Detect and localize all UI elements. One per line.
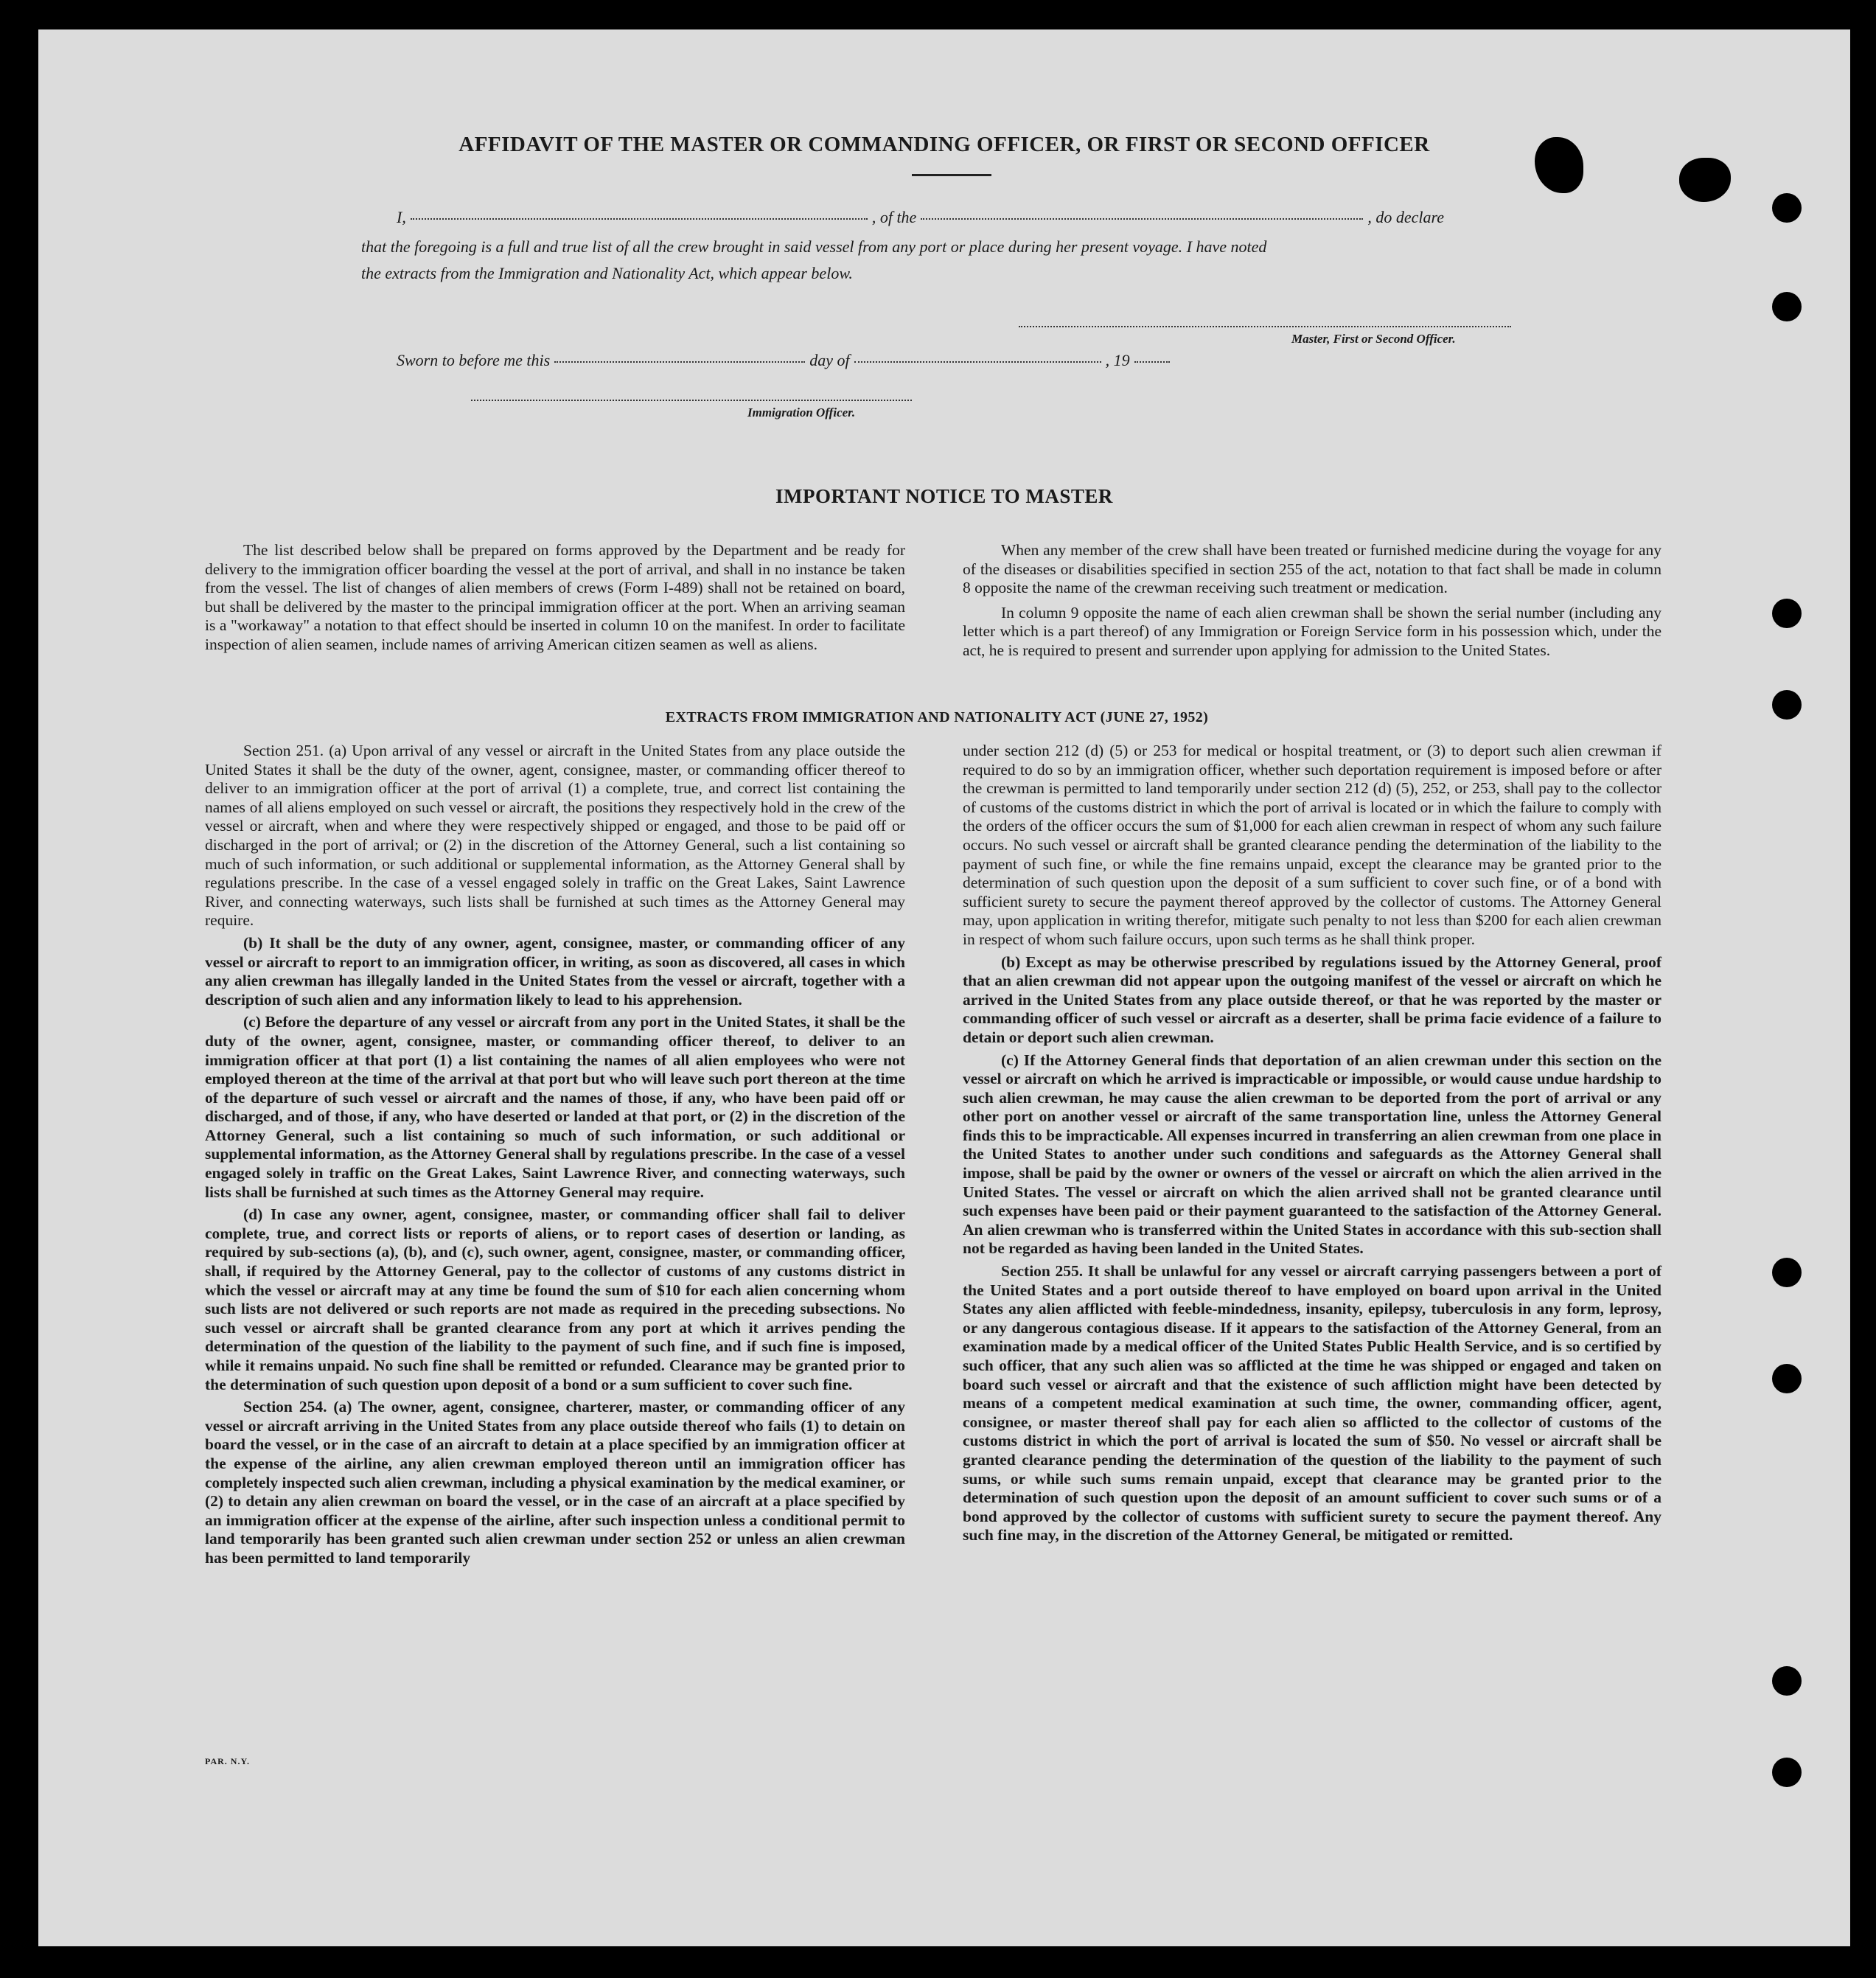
sworn-line: Sworn to before me this day of , 19	[397, 351, 1174, 370]
ink-blot-1	[1535, 137, 1583, 193]
section-251a: Section 251. (a) Upon arrival of any vessel or aircraft in the United States from any place outside the United States it shall be the duty of the owner, agent, consignee, master, or commanding officer thereof to deliver to an immigration officer at the port of arrival (1) a complete, true, and correct list containing the names of all aliens employed on such vessel or aircraft, the positions they respectively hold in the crew of the vessel or aircraft, when and where they were respectively shipped or engaged, and those to be paid off or discharged in the port of arrival; or (2) in the discretion of the Attorney General, such a list containing so much of such information, or such additional or supplemental information, as the Attorney General shall by regulations prescribe. In the case of a vessel engaged solely in traffic on the Great Lakes, Saint Lawrence River, and connecting waterways, such lists shall be furnished at such times as the Attorney General may require.	[205, 742, 905, 930]
section-254c: (c) If the Attorney General finds that deportation of an alien crewman under this section on the vessel or aircraft on which he arrived is impracticable or impossible, or would cause undue hardship to such alien crewman, he may cause the alien crewman to be deported from the port of arrival or any other port on another vessel or aircraft of the same transportation line, unless the Attorney General finds this to be impracticable. All expenses incurred in transferring an alien crewman from one place in the United States to another under such conditions and safeguards as the Attorney General shall impose, shall be paid by the owner or owners of the vessel or aircraft on which the alien arrived in the United States. The vessel or aircraft on which the alien arrived shall not be granted clearance until such expenses have been paid or their payment guaranteed to the satisfaction of the Attorney General. An alien crewman who is transferred within the United States in accordance with this sub-section shall not be regarded as having been landed in the United States.	[963, 1051, 1661, 1258]
punch-hole	[1772, 1364, 1802, 1393]
sworn-month-blank[interactable]	[854, 361, 1101, 363]
sworn-day-blank[interactable]	[554, 361, 805, 363]
declaration-line-2: that the foregoing is a full and true list of all the crew brought in said vessel from any port or place during her present voyage. I have noted	[361, 237, 1267, 256]
officer-signature-label: Immigration Officer.	[747, 405, 856, 419]
punch-hole	[1772, 193, 1802, 223]
printer-imprint: PAR. N.Y.	[205, 1756, 251, 1766]
title-rule	[912, 174, 991, 176]
extracts-right-column	[963, 742, 1661, 1549]
notice-left-column: The list described below shall be prepared on forms approved by the Department and be ready for delivery to the immigration officer boarding the vessel at the port of arrival, and shall in no instance be taken from the vessel. The list of changes of alien members of crews (Form I-489) shall not be retained on board, but shall be delivered by the master to the principal immigration officer at the port. When an arriving seaman is a "workaway" a notation to that effect should be inserted in column 10 on the manifest. In order to facilitate inspection of alien seamen, include names of arriving American citizen seamen as well as aliens.	[205, 541, 905, 653]
declaration-line-1: I, , of the , do declare	[397, 208, 1444, 226]
notice-right-column: When any member of the crew shall have been treated or furnished medicine during the voyage for any of the diseases or disabilities specified in section 255 of the act, notation to that fact shall be made in column 8 opposite the name of the crewman receiving such treatment or medication. In column 9 opposite the name of each alien crewman shall be shown the serial number (including any letter which is a part thereof) of any Immigration or Foreign Service form in his possession which, under the act, he is required to present and surrender upon applying for admission to the United States.	[963, 541, 1661, 659]
punch-hole	[1772, 599, 1802, 628]
section-251b: (b) It shall be the duty of any owner, agent, consignee, master, or commanding officer of any vessel or aircraft to report to an immigration officer, in writing, as soon as discovered, all cases in which any alien crewman has illegally landed in the United States from the vessel or aircraft, together with a description of such alien and any information likely to lead to his apprehension.	[205, 933, 905, 1009]
section-255: Section 255. It shall be unlawful for any vessel or aircraft carrying passengers between a port of the United States and a port outside thereof to have employed on board upon arrival in the United States any alien afflicted with feeble-mindedness, insanity, epilepsy, tuberculosis in any form, leprosy, or any dangerous contagious disease. If it appears to the satisfaction of the Attorney General, from an examination made by a medical officer of the United States Public Health Service, and is so certified by such officer, that any such alien was so afflicted at the time he was shipped or engaged and taken on board such vessel or aircraft and that the existence of such affliction might have been detected by means of a competent medical examination at such time, the owner, commanding officer, agent, consignee, or master thereof shall pay for each alien so afflicted to the collector of customs of the customs district in which the port of arrival is located the sum of $50. No vessel or aircraft shall be granted clearance pending the determination of the question of the liability to the payment of such sums, or while such sums remain unpaid, except that clearance may be granted prior to the determination of such question upon the deposit of an amount sufficient to cover such sums or of a bond approved by the collector of customs with sufficient surety to secure the payment thereof. Any such fine may, in the discretion of the Attorney General, be mitigated or remitted.	[963, 1262, 1661, 1545]
section-254a: Section 254. (a) The owner, agent, consignee, charterer, master, or commanding officer of any vessel or aircraft arriving in the United States from any place outside thereof who fails (1) to detain on board the vessel, or in the case of an aircraft to detain at a place specified by an immigration officer at the expense of the airline, any alien crewman employed thereon until an immigration officer has completely inspected such alien crewman, including a physical examination by the medical examiner, or (2) to detain any alien crewman on board the vessel, or in the case of an aircraft at a place specified by an immigration officer at the expense of the airline, after such inspection unless a conditional permit to land temporarily has been granted such alien crewman under section 252 or unless an alien crewman has been permitted to land temporarily	[205, 1398, 905, 1567]
section-254a-cont: under section 212 (d) (5) or 253 for medical or hospital treatment, or (3) to deport such alien crewman if required to do so by an immigration officer, whether such deportation requirement is imposed before or after the crewman is permitted to land temporarily under section 212 (d) (5), 252, or 253, shall pay to the collector of customs of the customs district in which the port of arrival is located or in which the failure to comply with the orders of the officer occurs the sum of $1,000 for each alien crewman in respect of whom any such failure occurs. No such vessel or aircraft shall be granted clearance pending the determination of the liability to the payment of such fine, or while the fine remains unpaid, except the clearance may be granted prior to the determination of such question upon the deposit of a sum sufficient to cover such fine, or of a bond with sufficient surety to secure the payment thereof approved by the collector of customs. The Attorney General may, upon application in writing therefor, mitigate such penalty to not less than $200 for each alien crewman in respect of whom such failure occurs, upon such terms as he shall think proper.	[963, 742, 1661, 948]
document-page	[38, 29, 1850, 1946]
sworn-year-blank[interactable]	[1134, 361, 1170, 363]
master-signature-label: Master, First or Second Officer.	[1291, 332, 1456, 346]
master-signature-line[interactable]	[1019, 326, 1511, 327]
section-251d: (d) In case any owner, agent, consignee, master, or commanding officer shall fail to deliver complete, true, and correct lists or reports of aliens, or to report cases of desertion or landing, as required by sub-sections (a), (b), and (c), such owner, agent, consignee, master, or commanding officer, shall, if required by the Attorney General, pay to the collector of customs of any customs district in which the vessel or aircraft may at any time be found the sum of $10 for each alien concerning whom such lists are not delivered or such reports are not made as required in the preceding subsections. No such vessel or aircraft shall be granted clearance from any port at which it arrives pending the determination of the question of the liability to the payment of such fine, and if such fine is imposed, while it remains unpaid. No such fine shall be remitted or refunded. Clearance may be granted prior to the determination of such question upon deposit of a bond or a sum sufficient to cover such fine.	[205, 1205, 905, 1393]
vessel-blank[interactable]	[921, 218, 1363, 220]
extracts-left-column	[205, 742, 905, 1572]
punch-hole	[1772, 1258, 1802, 1287]
affidavit-title: AFFIDAVIT OF THE MASTER OR COMMANDING OFFICER, OR FIRST OR SECOND OFFICER	[458, 133, 1430, 156]
punch-hole	[1772, 292, 1802, 321]
section-251c: (c) Before the departure of any vessel or aircraft from any port in the United States, it shall be the duty of the owner, agent, consignee, master, or commanding officer thereof, to deliver to an immigration officer at that port (1) a list containing the names of all alien employees who were not employed thereon at the time of the arrival at that port but who will leave such port thereon at the time of the departure of such vessel or aircraft and the names of those, if any, who have been paid off or discharged, and of those, if any, who have deserted or landed at that port, or (2) in the discretion of the Attorney General, such a list containing so much of such information, or such additional or supplemental information, as the Attorney General shall by regulations prescribe. In the case of a vessel engaged solely in traffic on the Great Lakes, Saint Lawrence River, and connecting waterways, such lists shall be furnished at such times as the Attorney General may require.	[205, 1013, 905, 1201]
punch-hole	[1772, 1666, 1802, 1696]
extracts-title: EXTRACTS FROM IMMIGRATION AND NATIONALITY ACT (JUNE 27, 1952)	[665, 709, 1209, 725]
section-254b: (b) Except as may be otherwise prescribed by regulations issued by the Attorney General, proof that an alien crewman did not appear upon the outgoing manifest of the vessel or aircraft on which he arrived in the United States from any place outside thereof, or that he was reported by the master or commanding officer of such vessel or aircraft as a deserter, shall be prima facie evidence of a failure to detain or deport such alien crewman.	[963, 953, 1661, 1046]
officer-signature-line[interactable]	[471, 400, 912, 401]
name-blank[interactable]	[411, 218, 868, 220]
punch-hole	[1772, 1758, 1802, 1787]
notice-title: IMPORTANT NOTICE TO MASTER	[775, 485, 1113, 507]
punch-hole	[1772, 690, 1802, 720]
declaration-line-3: the extracts from the Immigration and Nationality Act, which appear below.	[361, 264, 853, 282]
ink-blot-2	[1679, 158, 1731, 202]
